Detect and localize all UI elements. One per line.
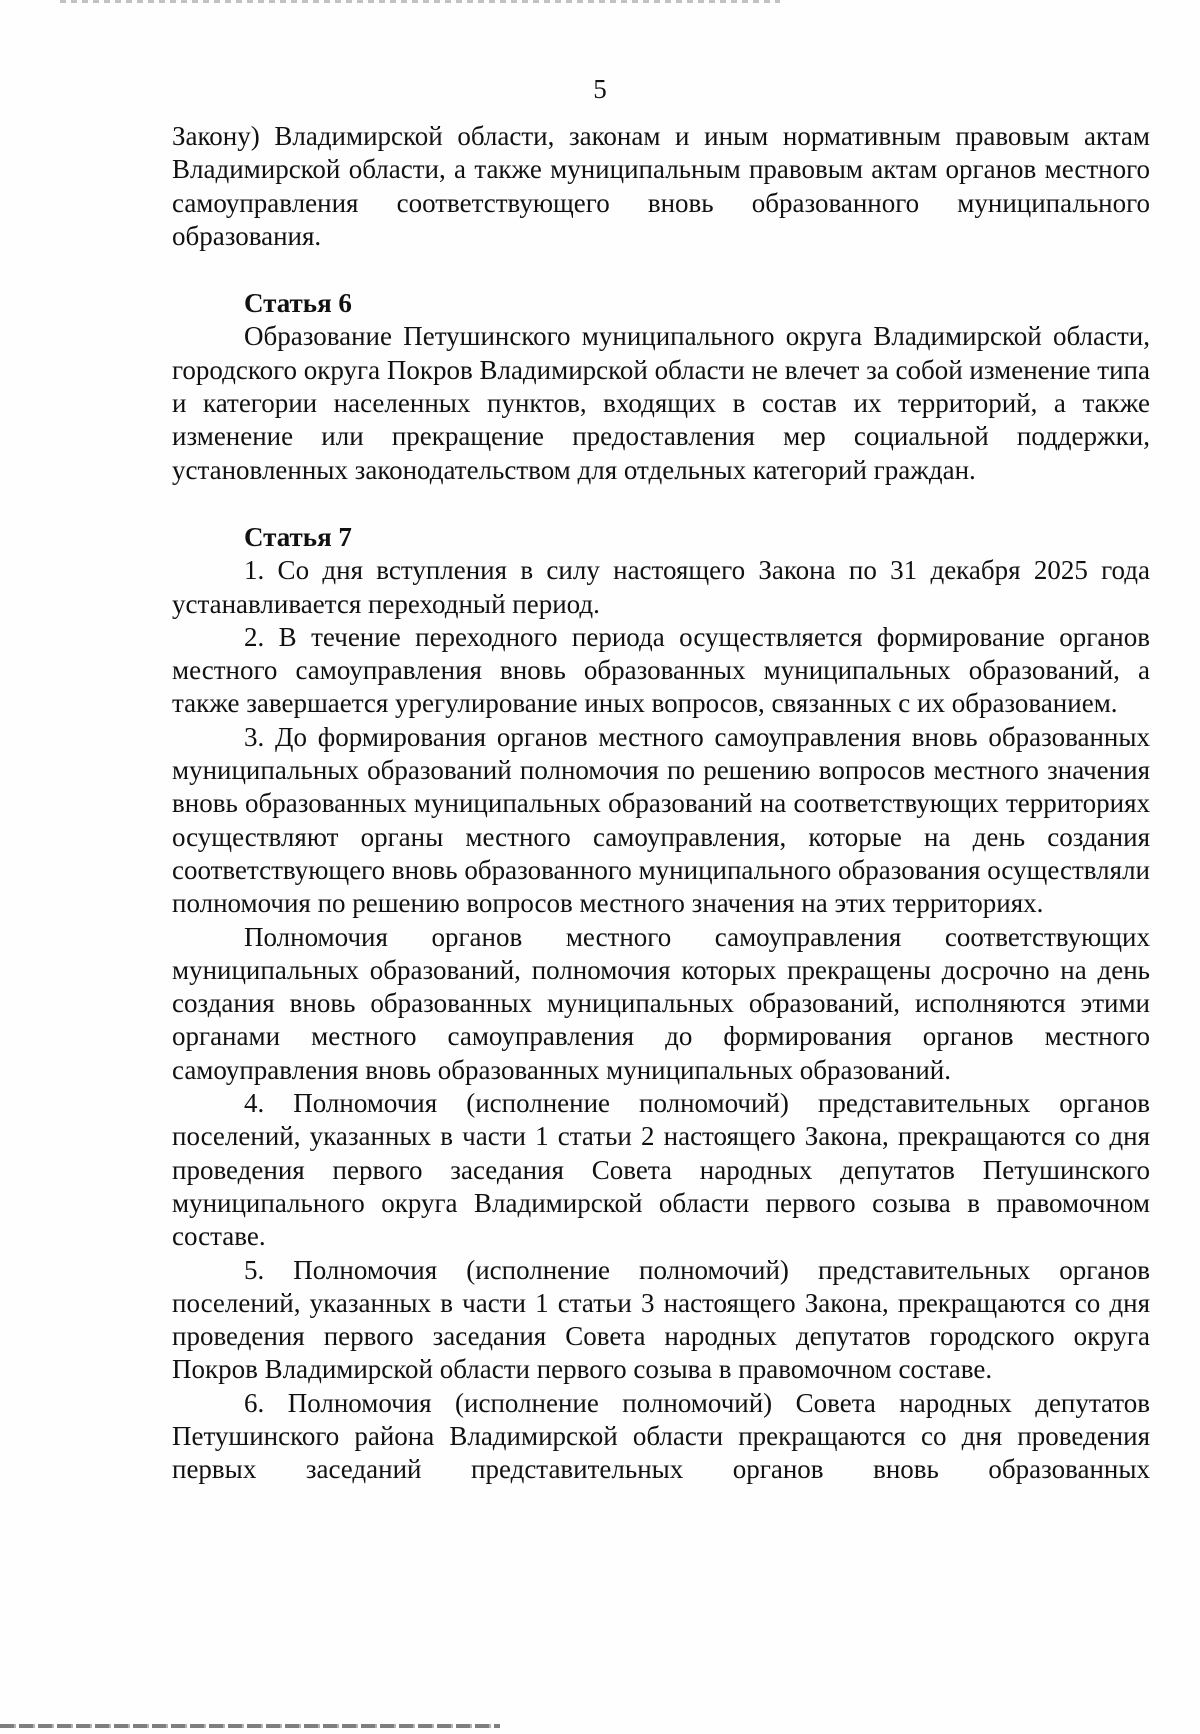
article-7-paragraph-1: 1. Со дня вступления в силу настоящего Закона по 31 декабря 2025 года устанавливается переходный период. bbox=[172, 555, 1150, 619]
article-7-paragraph-3: 3. До формирования органов местного самоуправления вновь образованных муниципальных образований полномочия по решению вопросов местного значения вновь образованных муниципальных образований на соответствующих территориях осуществляют органы местного самоуправления, которые на день создания соответствующего вновь образованного муниципального образования осуществляли полномочия по решению вопросов местного значения на этих территориях. bbox=[172, 721, 1150, 919]
article-7-paragraph-6: 6. Полномочия (исполнение полномочий) Совета народных депутатов Петушинского района Владимирской области прекращаются со дня проведения первых заседаний представительных органов вновь образованных bbox=[172, 1387, 1150, 1485]
document-body bbox=[172, 120, 1150, 1487]
article-7-paragraph-4: 4. Полномочия (исполнение полномочий) представительных органов поселений, указанных в части 1 статьи 2 настоящего Закона, прекращаются со дня проведения первого заседания Совета народных депутатов Петушинского муниципального округа Владимирской области первого созыва в правомочном составе. bbox=[172, 1088, 1150, 1252]
article-6-paragraph: Образование Петушинского муниципального округа Владимирской области, городского округа Покров Владимирской области не влечет за собой изменение типа и категории населенных пунктов, входящих в состав их территорий, а также изменение или прекращение предоставления мер социальной поддержки, установленных законодательством для отдельных категорий граждан. bbox=[172, 321, 1150, 485]
scan-artifact-top bbox=[60, 0, 780, 3]
article-7-paragraph-5: 5. Полномочия (исполнение полномочий) представительных органов поселений, указанных в части 1 статьи 3 настоящего Закона, прекращаются со дня проведения первого заседания Совета народных депутатов городского округа Покров Владимирской области первого созыва в правомочном составе. bbox=[172, 1254, 1150, 1385]
article-6-heading: Статья 6 bbox=[244, 288, 352, 319]
article-7-heading: Статья 7 bbox=[244, 521, 352, 552]
scan-artifact-bottom bbox=[0, 1724, 500, 1728]
page-number: 5 bbox=[593, 74, 607, 104]
article-7-paragraph-2: 2. В течение переходного периода осуществляется формирование органов местного самоуправления вновь образованных муниципальных образований, а также завершается урегулирование иных вопросов, связанных с их образованием. bbox=[172, 621, 1150, 719]
article-7-paragraph-3-continued: Полномочия органов местного самоуправления соответствующих муниципальных образований, полномочия которых прекращены досрочно на день создания вновь образованных муниципальных образований, исполняются этими органами местного самоуправления до формирования органов местного самоуправления вновь образованных муниципальных образований. bbox=[172, 921, 1150, 1085]
intro-paragraph: Закону) Владимирской области, законам и иным нормативным правовым актам Владимирской области, а также муниципальным правовым актам органов местного самоуправления соответствующего вновь образованного муниципального образования. bbox=[172, 121, 1150, 251]
